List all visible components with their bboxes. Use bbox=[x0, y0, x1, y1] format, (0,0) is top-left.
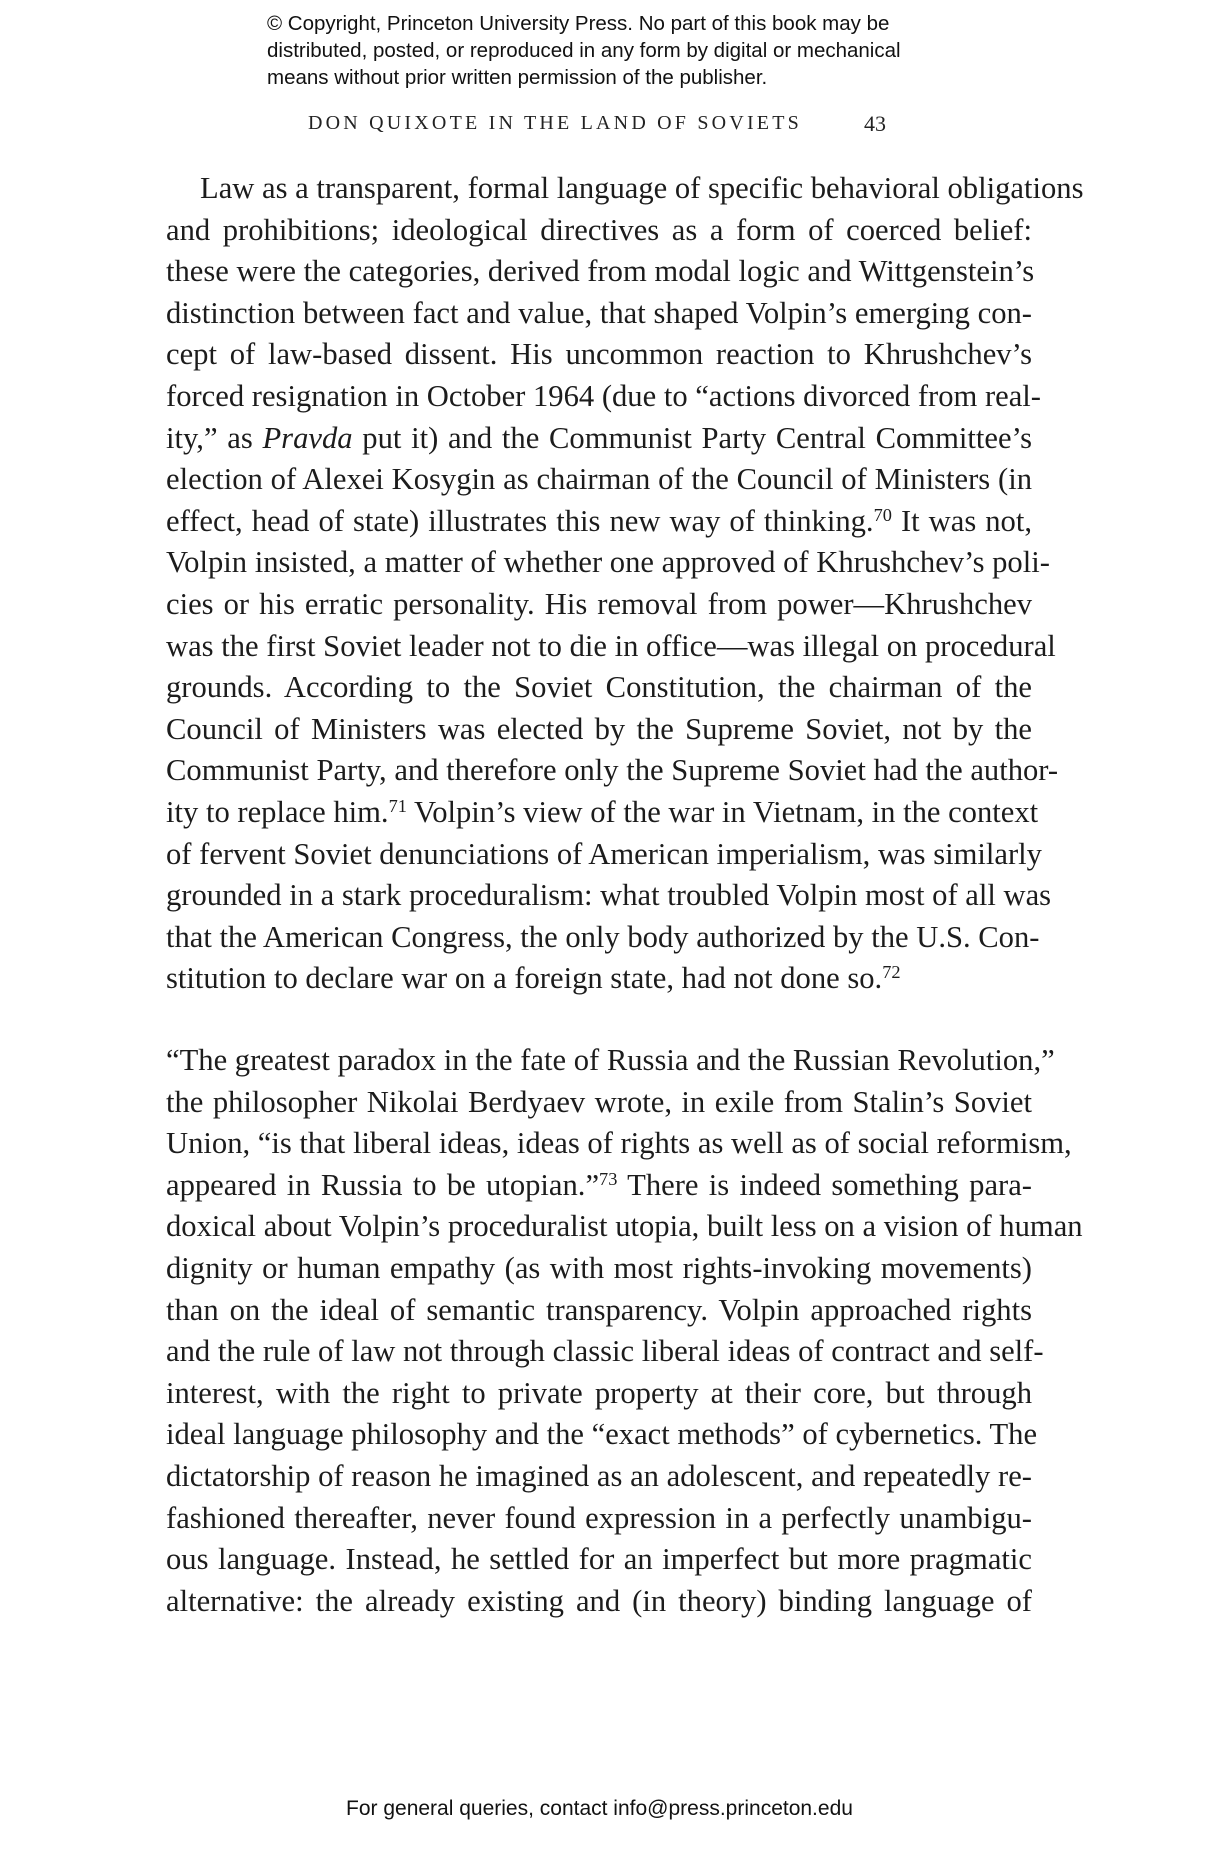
text-line: stitution to declare war on a foreign state, had not done so.$^{72}$ bbox=[166, 961, 901, 996]
text-line: ideal language philosophy and the “exact methods” of cybernetics. The bbox=[166, 1417, 1038, 1452]
text-line: cies or his erratic personality. His removal from power—Khrushchev bbox=[166, 586, 1032, 621]
copyright-line: means without prior written permission of the publisher. bbox=[267, 66, 768, 89]
page-number: 43 bbox=[864, 111, 886, 136]
text-line: Law as a transparent, formal language of specific behavioral obligations bbox=[200, 171, 1084, 205]
contact-footer: For general queries, contact info@press.princeton.edu bbox=[346, 1797, 853, 1820]
text-line: grounds. According to the Soviet Constitution, the chairman of the bbox=[166, 670, 1032, 705]
text-line: dignity or human empathy (as with most rights-invoking movements) bbox=[166, 1250, 1032, 1285]
text-line: was the first Soviet leader not to die in office—was illegal on procedural bbox=[166, 628, 1056, 663]
text-line: ous language. Instead, he settled for an imperfect but more pragmatic bbox=[166, 1542, 1032, 1577]
text-line: dictatorship of reason he imagined as an adolescent, and repeatedly re- bbox=[166, 1458, 1032, 1493]
text-line: the philosopher Nikolai Berdyaev wrote, in exile from Stalin’s Soviet bbox=[166, 1084, 1032, 1119]
text-line: fashioned thereafter, never found expression in a perfectly unambigu- bbox=[166, 1500, 1032, 1535]
text-line: grounded in a stark proceduralism: what troubled Volpin most of all was bbox=[166, 878, 1052, 913]
text-line: and the rule of law not through classic liberal ideas of contract and self- bbox=[166, 1334, 1044, 1369]
text-line: interest, with the right to private property at their core, but through bbox=[166, 1375, 1032, 1410]
running-head: DON QUIXOTE IN THE LAND OF SOVIETS bbox=[308, 112, 802, 134]
text-line: election of Alexei Kosygin as chairman of the Council of Ministers (in bbox=[166, 462, 1032, 497]
text-line: than on the ideal of semantic transparency. Volpin approached rights bbox=[166, 1292, 1032, 1327]
text-line: Communist Party, and therefore only the Supreme Soviet had the author- bbox=[166, 753, 1059, 788]
paragraph-1 bbox=[166, 168, 1084, 1000]
text-line: and prohibitions; ideological directives as a form of coerced belief: bbox=[166, 212, 1032, 247]
text-line: distinction between fact and value, that shaped Volpin’s emerging con- bbox=[166, 295, 1032, 330]
text-line: “The greatest paradox in the fate of Russia and the Russian Revolution,” bbox=[166, 1043, 1055, 1077]
copyright-line: © Copyright, Princeton University Press. No part of this book may be bbox=[267, 12, 890, 35]
text-line: appeared in Russia to be utopian.”$^{73}$ There is indeed something para- bbox=[166, 1167, 1032, 1202]
text-line: effect, head of state) illustrates this new way of thinking.$^{70}$ It was not, bbox=[166, 503, 1032, 538]
text-line: these were the categories, derived from modal logic and Wittgenstein’s bbox=[166, 254, 1035, 289]
paragraph-2 bbox=[166, 1040, 1083, 1622]
text-line: ity,” as Pravda put it) and the Communist Party Central Committee’s bbox=[166, 420, 1032, 455]
text-line: Volpin insisted, a matter of whether one approved of Khrushchev’s poli- bbox=[166, 545, 1050, 580]
text-line: cept of law-based dissent. His uncommon reaction to Khrushchev’s bbox=[166, 337, 1032, 372]
text-line: doxical about Volpin’s proceduralist utopia, built less on a vision of human bbox=[166, 1209, 1083, 1244]
text-line: alternative: the already existing and (in theory) binding language of bbox=[166, 1583, 1032, 1618]
text-line: of fervent Soviet denunciations of American imperialism, was similarly bbox=[166, 836, 1042, 871]
text-line: Union, “is that liberal ideas, ideas of rights as well as of social reformism, bbox=[166, 1126, 1072, 1161]
text-line: that the American Congress, the only body authorized by the U.S. Con- bbox=[166, 919, 1040, 954]
text-line: Council of Ministers was elected by the Supreme Soviet, not by the bbox=[166, 711, 1032, 746]
copyright-line: distributed, posted, or reproduced in any form by digital or mechanical bbox=[267, 39, 901, 62]
copyright-notice bbox=[267, 10, 1027, 91]
text-line: ity to replace him.$^{71}$ Volpin’s view of the war in Vietnam, in the context bbox=[166, 794, 1039, 829]
text-line: forced resignation in October 1964 (due to “actions divorced from real- bbox=[166, 378, 1041, 413]
